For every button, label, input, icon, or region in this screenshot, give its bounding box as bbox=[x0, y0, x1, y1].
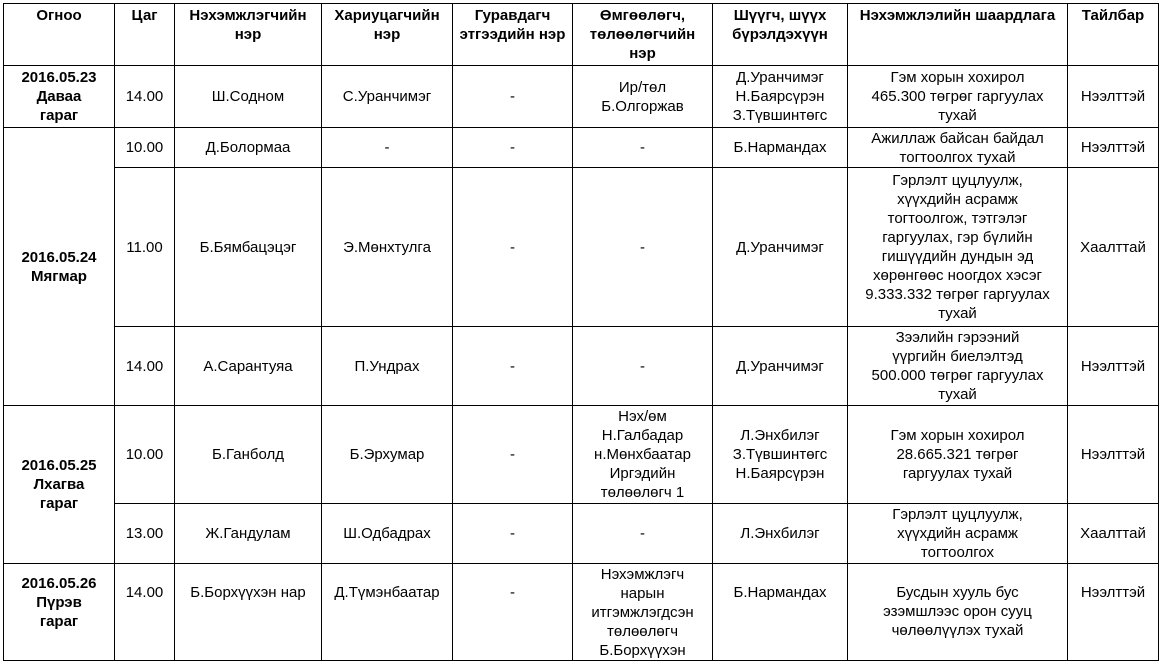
plaintiff-cell: Д.Болормаа bbox=[175, 128, 322, 168]
third-party-cell: - bbox=[453, 66, 573, 128]
third-party-cell: - bbox=[453, 406, 573, 504]
judge-cell: Д.Уранчимэг bbox=[713, 327, 848, 406]
time-cell: 14.00 bbox=[115, 564, 175, 661]
defendant-cell: П.Ундрах bbox=[322, 327, 453, 406]
table-row bbox=[4, 406, 1159, 504]
defendant-cell: - bbox=[322, 128, 453, 168]
advocate-cell: - bbox=[573, 327, 713, 406]
plaintiff-cell: Б.Бямбацэцэг bbox=[175, 168, 322, 327]
time-cell: 10.00 bbox=[115, 128, 175, 168]
judge-cell: Д.Уранчимэг Н.Баярсүрэн З.Түвшинтөгс bbox=[713, 66, 848, 128]
table-row bbox=[4, 168, 1159, 327]
table-row bbox=[4, 564, 1159, 661]
date-cell: 2016.05.25 Лхагва гараг bbox=[4, 406, 115, 564]
time-cell: 11.00 bbox=[115, 168, 175, 327]
note-cell: Нээлттэй bbox=[1068, 564, 1159, 661]
third-party-cell: - bbox=[453, 327, 573, 406]
judge-cell: Б.Нармандах bbox=[713, 564, 848, 661]
judge-cell: Б.Нармандах bbox=[713, 128, 848, 168]
third-party-cell: - bbox=[453, 128, 573, 168]
header-claim: Нэхэмжлэлийн шаардлага bbox=[848, 4, 1068, 66]
claim-cell: Бусдын хууль бус эзэмшлээс орон сууц чөлөөлүүлэх тухай bbox=[848, 564, 1068, 661]
date-cell: 2016.05.24 Мягмар bbox=[4, 128, 115, 406]
header-note: Тайлбар bbox=[1068, 4, 1159, 66]
plaintiff-cell: Б.Борхүүхэн нар bbox=[175, 564, 322, 661]
time-cell: 14.00 bbox=[115, 66, 175, 128]
third-party-cell: - bbox=[453, 564, 573, 661]
table-row bbox=[4, 128, 1159, 168]
claim-cell: Гэм хорын хохирол 465.300 төгрөг гаргуулах тухай bbox=[848, 66, 1068, 128]
claim-cell: Гэрлэлт цуцлуулж, хүүхдийн асрамж тогтоолгож, тэтгэлэг гаргуулах, гэр бүлийн гишүүдийн дундын эд хөрөнгөөс ноогдох хэсэг 9.333.332 төгрөг гаргуулах тухай bbox=[848, 168, 1068, 327]
defendant-cell: Э.Мөнхтулга bbox=[322, 168, 453, 327]
time-cell: 14.00 bbox=[115, 327, 175, 406]
header-row bbox=[4, 4, 1159, 66]
advocate-cell: Ир/төл Б.Олгоржав bbox=[573, 66, 713, 128]
date-cell: 2016.05.23 Даваа гараг bbox=[4, 66, 115, 128]
table-row bbox=[4, 504, 1159, 564]
advocate-cell: - bbox=[573, 168, 713, 327]
plaintiff-cell: Ж.Гандулам bbox=[175, 504, 322, 564]
time-cell: 13.00 bbox=[115, 504, 175, 564]
header-plaintiff: Нэхэмжлэгчийн нэр bbox=[175, 4, 322, 66]
defendant-cell: С.Уранчимэг bbox=[322, 66, 453, 128]
claim-cell: Зээлийн гэрээний үүргийн биелэлтэд 500.000 төгрөг гаргуулах тухай bbox=[848, 327, 1068, 406]
judge-cell: Л.Энхбилэг З.Түвшинтөгс Н.Баярсүрэн bbox=[713, 406, 848, 504]
note-cell: Нээлттэй bbox=[1068, 66, 1159, 128]
header-advocate: Өмгөөлөгч, төлөөлөгчийн нэр bbox=[573, 4, 713, 66]
claim-cell: Гэм хорын хохирол 28.665.321 төгрөг гаргуулах тухай bbox=[848, 406, 1068, 504]
defendant-cell: Б.Эрхумар bbox=[322, 406, 453, 504]
note-cell: Нээлттэй bbox=[1068, 128, 1159, 168]
note-cell: Нээлттэй bbox=[1068, 406, 1159, 504]
claim-cell: Ажиллаж байсан байдал тогтоолгох тухай bbox=[848, 128, 1068, 168]
header-date: Огноо bbox=[4, 4, 115, 66]
third-party-cell: - bbox=[453, 168, 573, 327]
header-judge: Шүүгч, шүүх бүрэлдэхүүн bbox=[713, 4, 848, 66]
advocate-cell: Нэхэмжлэгч нарын итгэмжлэгдсэн төлөөлөгч Б.Борхүүхэн bbox=[573, 564, 713, 661]
note-cell: Хаалттай bbox=[1068, 504, 1159, 564]
time-cell: 10.00 bbox=[115, 406, 175, 504]
judge-cell: Д.Уранчимэг bbox=[713, 168, 848, 327]
date-cell: 2016.05.26 Пүрэв гараг bbox=[4, 564, 115, 661]
header-defendant: Хариуцагчийн нэр bbox=[322, 4, 453, 66]
advocate-cell: Нэх/өм Н.Галбадар н.Мөнхбаатар Иргэдийн төлөөлөгч 1 bbox=[573, 406, 713, 504]
advocate-cell: - bbox=[573, 504, 713, 564]
plaintiff-cell: А.Сарантуяа bbox=[175, 327, 322, 406]
plaintiff-cell: Б.Ганболд bbox=[175, 406, 322, 504]
header-time: Цаг bbox=[115, 4, 175, 66]
defendant-cell: Ш.Одбадрах bbox=[322, 504, 453, 564]
judge-cell: Л.Энхбилэг bbox=[713, 504, 848, 564]
third-party-cell: - bbox=[453, 504, 573, 564]
plaintiff-cell: Ш.Содном bbox=[175, 66, 322, 128]
advocate-cell: - bbox=[573, 128, 713, 168]
note-cell: Хаалттай bbox=[1068, 168, 1159, 327]
claim-cell: Гэрлэлт цуцлуулж, хүүхдийн асрамж тогтоолгох bbox=[848, 504, 1068, 564]
defendant-cell: Д.Түмэнбаатар bbox=[322, 564, 453, 661]
header-third-party: Гуравдагч этгээдийн нэр bbox=[453, 4, 573, 66]
table-row bbox=[4, 327, 1159, 406]
table-row bbox=[4, 66, 1159, 128]
hearing-schedule-table bbox=[3, 3, 1159, 661]
note-cell: Нээлттэй bbox=[1068, 327, 1159, 406]
